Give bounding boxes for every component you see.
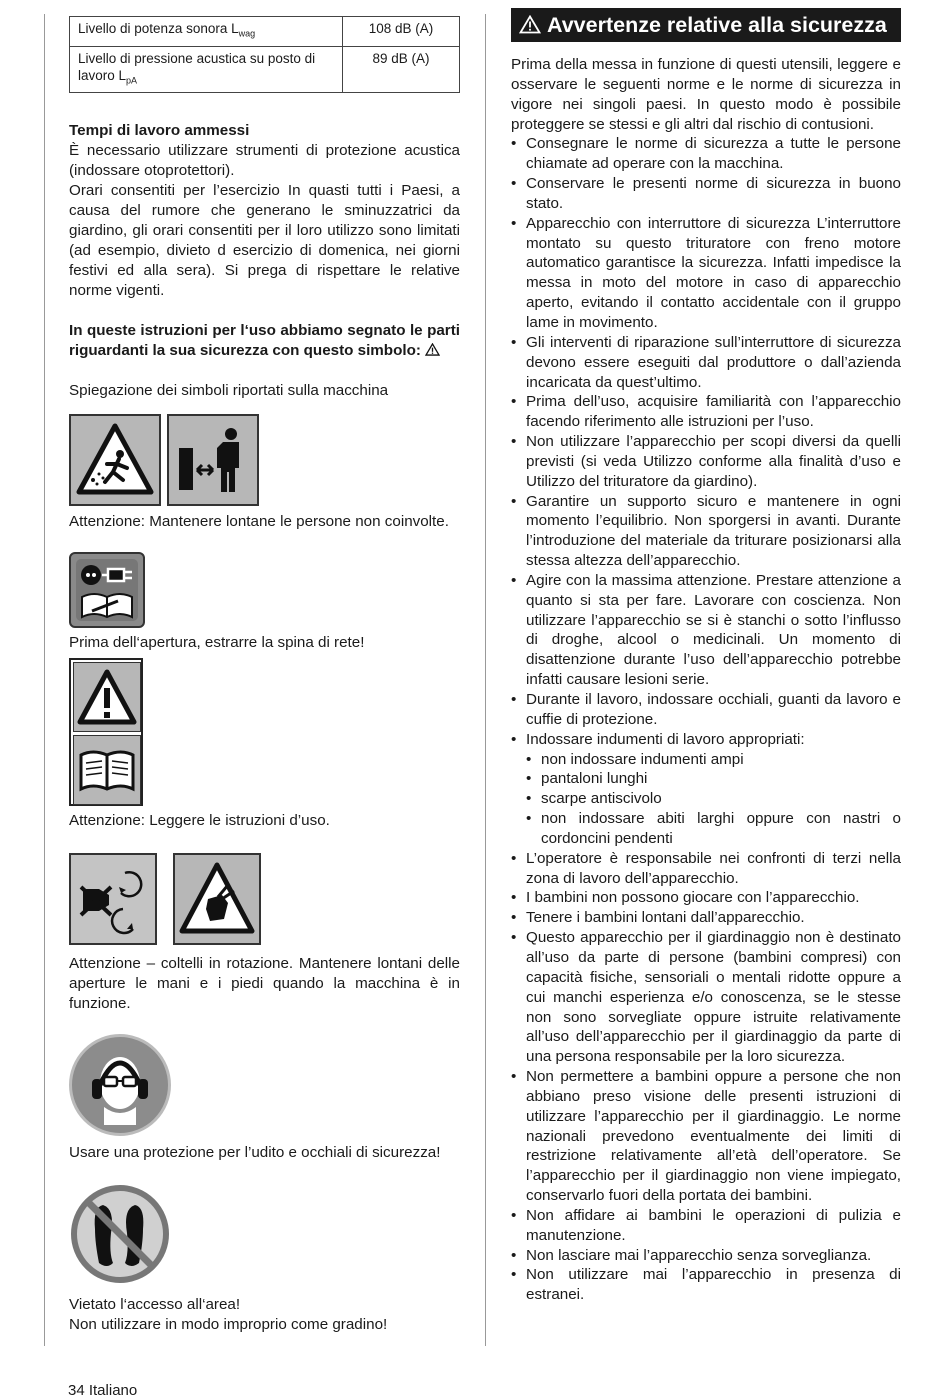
- list-item: • Gli interventi di riparazione sull’interruttore di sicurezza devono essere eseguiti dal produttore o dall’azienda incaricata da quest’ultimo.: [511, 333, 901, 393]
- times-paragraph-1: È necessario utilizzare strumenti di protezione acustica (indossare otoprotettori).: [69, 142, 460, 180]
- book-icon: [73, 735, 141, 805]
- list-item: • Non utilizzare l’apparecchio per scopi diversi da quelli previsti (si veda Utilizzo conforme alla finalità d’uso e Utilizzo del trituratore da giardino).: [511, 432, 901, 492]
- list-item: • Durante il lavoro, indossare occhiali, guanti da lavoro e cuffie di protezione.: [511, 690, 901, 730]
- warning-triangle-icon: [519, 15, 541, 34]
- list-item: • Garantire un supporto sicuro e mantenere in ogni momento l’equilibrio. Non sporgersi in avanti. Durante l’introduzione del materiale da triturare posizionarsi alla stessa altezza dell’apparecchio.: [511, 492, 901, 571]
- table-cell: Livello di potenza sonora $L_{wag}$: [70, 17, 343, 47]
- unplug-before-opening-icon: [69, 552, 145, 628]
- caption-no-access: Vietato l‘accesso all‘area!: [69, 1296, 241, 1314]
- caption-read-manual: Attenzione: Leggere le istruzioni d’uso.: [69, 812, 330, 830]
- list-item: • Tenere i bambini lontani dall’apparecchio.: [511, 908, 901, 928]
- keep-distance-icon: [167, 414, 259, 506]
- safety-section-title: Avvertenze relative alla sicurezza: [511, 8, 901, 42]
- list-item: • Non utilizzare mai l’apparecchio in presenza di estranei.: [511, 1265, 901, 1305]
- sub-list-item: • scarpe antiscivolo: [526, 789, 901, 809]
- ear-eye-protection-icon: [69, 1034, 171, 1136]
- left-column: [69, 16, 460, 1335]
- list-item: • Apparecchio con interruttore di sicurezza L’interruttore montato su questo trituratore con freno motore automatico garantisce la sicurezza. Infatti impedisce la messa in moto del motore in caso di apparecchio aperto, evitando il contatto accidentale con il gruppo lame in movimento.: [511, 214, 901, 333]
- read-manual-sign: [69, 658, 143, 806]
- no-stepping-icon: [69, 1183, 171, 1285]
- list-item: • Non affidare ai bambini le operazioni di pulizia e manutenzione.: [511, 1206, 901, 1246]
- caption-no-step: Non utilizzare in modo improprio come gradino!: [69, 1316, 388, 1334]
- hand-cutting-warning-icon: [173, 853, 261, 945]
- list-item: • Agire con la massima attenzione. Prestare attenzione a quanto si sta per fare. Lavorare con coscienza. Non utilizzare l’apparecchio se si è stanchi o sotto l’influsso di droghe, alcool o medicinali. Un momento di disattenzione durante l’uso dell’apparecchio potrebbe infatti causare lesioni serie.: [511, 571, 901, 690]
- list-item: • L’operatore è responsabile nei confronti di terzi nella zona di lavoro dell’apparecchio.: [511, 849, 901, 889]
- safety-list: [511, 134, 901, 1305]
- list-item: • Prima dell’uso, acquisire familiarità con l’apparecchio facendo riferimento alle istruzioni per l’uso.: [511, 392, 901, 432]
- times-paragraph-2: Orari consentiti per l’esercizio In quasti tutti i Paesi, a causa del rumore che generano le sminuzzatrici da giardino, gli orari consentiti per il loro utilizzo sono limitati (ad esempio, divieto d esercizio di domenica, nei giorni festivi ed alla sera). Si prega di rispettare le relative norme vigenti.: [69, 182, 460, 300]
- sub-list-item: • non indossare abiti larghi oppure con nastri o cordoncini pendenti: [526, 809, 901, 849]
- list-item: • Indossare indumenti di lavoro appropriati: • non indossare indumenti ampi • pantaloni lunghi • scarpe antiscivolo • non indossare abiti larghi oppure con nastri o cordoncini pendenti: [511, 730, 901, 849]
- symbols-intro: Spiegazione dei simboli riportati sulla macchina: [69, 382, 389, 400]
- table-row: [70, 17, 460, 47]
- table-cell: Livello di pressione acustica su posto di lavoro $L_{pA}$: [70, 46, 343, 93]
- symbol-group-rotating-blades: [69, 853, 460, 945]
- list-item: • I bambini non possono giocare con l’apparecchio.: [511, 888, 901, 908]
- list-item: • Non lasciare mai l’apparecchio senza sorveglianza.: [511, 1246, 901, 1266]
- flying-debris-warning-icon: [69, 414, 161, 506]
- times-heading: Tempi di lavoro ammessi: [69, 122, 250, 140]
- symbol-group-bystanders: [69, 414, 460, 506]
- sub-list-item: • non indossare indumenti ampi: [526, 750, 901, 770]
- center-rule: [485, 14, 486, 1346]
- caption-unplug: Prima dell‘apertura, estrarre la spina di rete!: [69, 634, 365, 652]
- table-cell: 108 dB (A): [343, 17, 460, 47]
- right-column: [511, 8, 901, 1305]
- list-item: • Questo apparecchio per il giardinaggio non è destinato all’uso da parte di persone (bambini compresi) con capacità fisiche, sensoriali o mentali ridotte oppure a cui manchi esperienza e/o conoscenza, se le stesse non sono sorvegliate oppure istruite relativamente all’uso dell’apparecchio per il giardinaggio da parte di una persona responsabile per la loro sicurezza.: [511, 928, 901, 1067]
- clothing-sublist: [526, 750, 901, 849]
- caption-rotating-blades: Attenzione – coltelli in rotazione. Mantenere lontani delle aperture le mani e i piedi quando la macchina è in funzione.: [69, 955, 460, 1013]
- table-cell: 89 dB (A): [343, 46, 460, 93]
- table-row: [70, 46, 460, 93]
- safety-intro: Prima della messa in funzione di questi utensili, leggere e osservare le seguenti norme e le norme di sicurezza in vigore nei singoli paesi. In questo modo è possibile proteggere se stessi e gli altri dal rischio di contusioni.: [511, 56, 901, 133]
- rotating-blades-hands-icon: [69, 853, 157, 945]
- caption-bystanders: Attenzione: Mantenere lontane le persone non coinvolte.: [69, 513, 449, 531]
- warning-triangle-icon: [73, 662, 141, 732]
- list-item: • Conservare le presenti norme di sicurezza in buono stato.: [511, 174, 901, 214]
- list-item: • Consegnare le norme di sicurezza a tutte le persone chiamate ad operare con la macchina.: [511, 134, 901, 174]
- safety-note: In queste istruzioni per l‘uso abbiamo segnato le parti riguardanti la sua sicurezza con questo simbolo:: [69, 322, 460, 360]
- left-margin-rule: [44, 14, 45, 1346]
- noise-table: [69, 16, 460, 93]
- sub-list-item: • pantaloni lunghi: [526, 769, 901, 789]
- caption-protection: Usare una protezione per l’udito e occhiali di sicurezza!: [69, 1144, 441, 1162]
- page-footer: 34 Italiano: [68, 1382, 138, 1399]
- warning-triangle-icon: [425, 343, 440, 356]
- list-item: • Non permettere a bambini oppure a persone che non abbiano preso visione delle presenti istruzioni di utilizzare l’apparecchio per il giardinaggio. Le norme nazionali prevedono eventualmente dei limiti di restrizione relativamente all’età dell’operatore. Se l’apparecchio per il giardinaggio non viene impiegato, conservarlo fuori della portata dei bambini.: [511, 1067, 901, 1206]
